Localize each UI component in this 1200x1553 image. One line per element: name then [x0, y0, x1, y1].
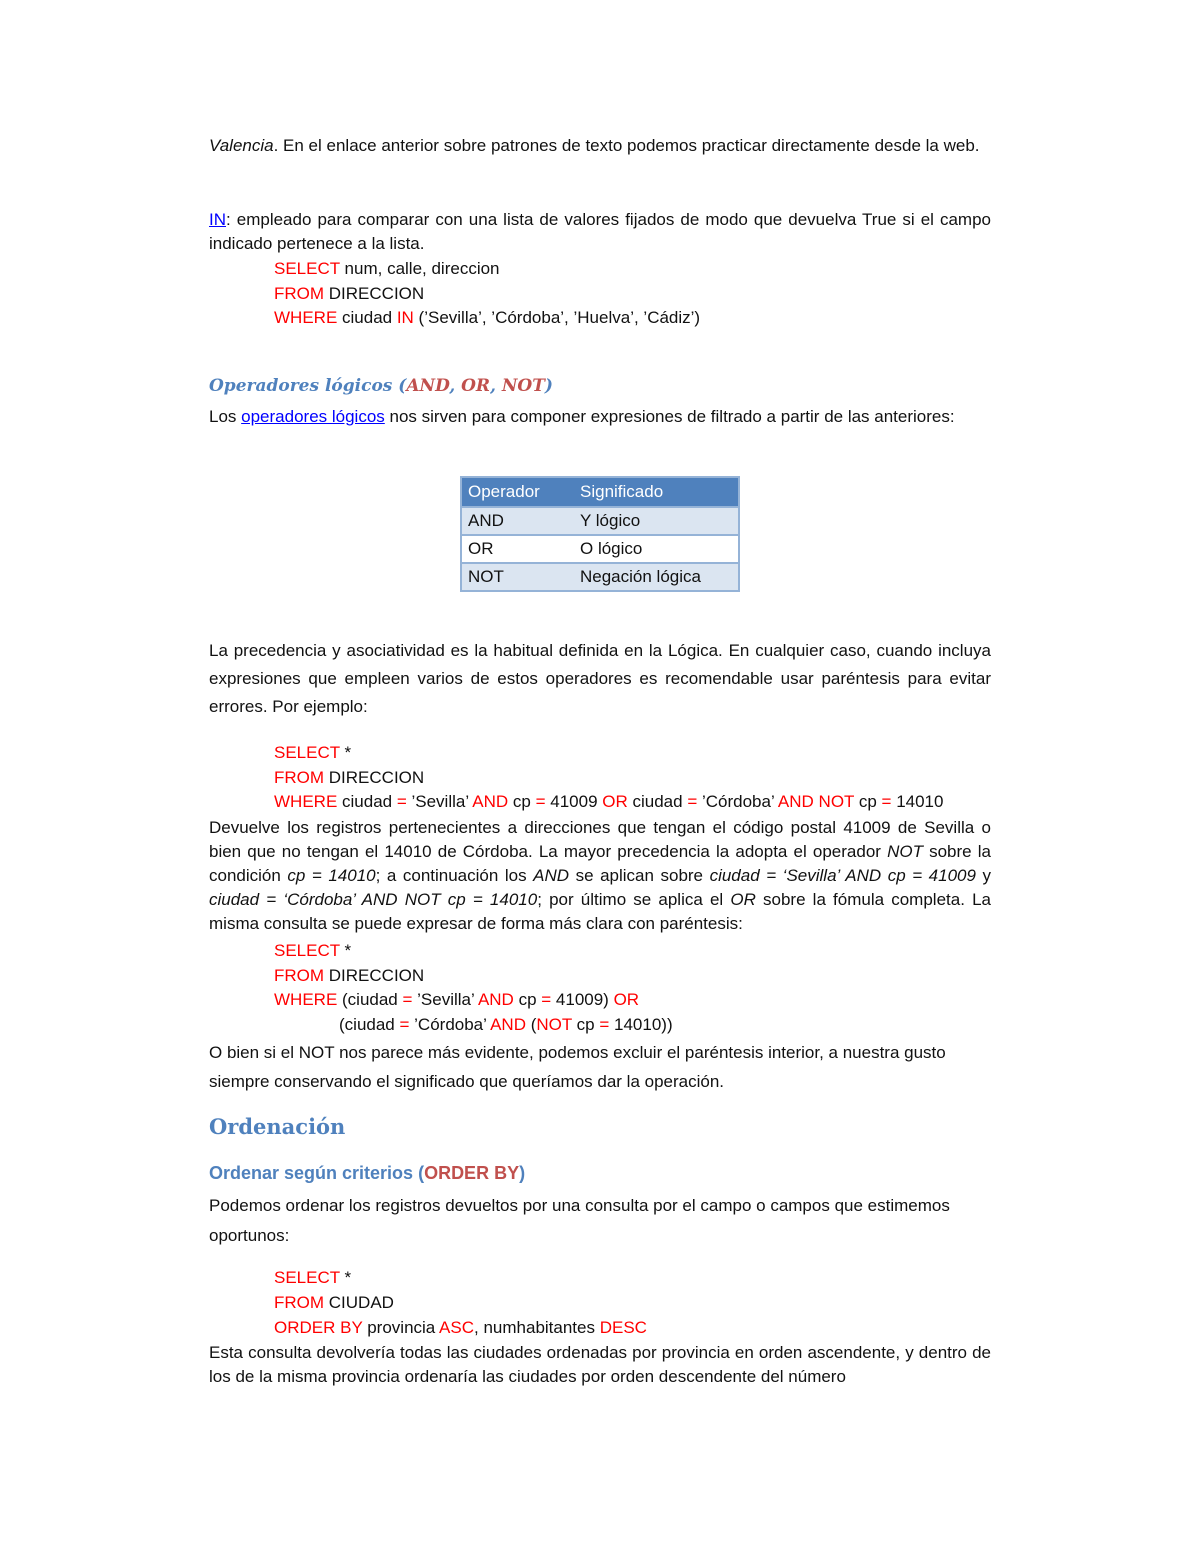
code-text: cp: [571, 1015, 600, 1034]
heading-text: ,: [490, 376, 502, 396]
code-text: 41009: [545, 792, 603, 811]
table-row: [461, 535, 739, 563]
sql-keyword: SELECT: [274, 941, 340, 960]
sql-keyword: FROM: [274, 966, 325, 985]
sql-keyword: WHERE: [274, 990, 338, 1009]
code-text: ’Sevilla’: [412, 990, 478, 1009]
sql-operator: =: [396, 792, 407, 811]
italic-text: ciudad = ‘Córdoba’ AND NOT cp = 14010: [209, 890, 538, 909]
code-text: ’Sevilla’: [406, 792, 473, 811]
code-text: provincia: [362, 1318, 440, 1337]
paragraph-text: ; por último se aplica el: [537, 890, 731, 909]
code-text: *: [339, 941, 352, 960]
sql-operator: =: [402, 990, 413, 1009]
code-line-from: [274, 766, 424, 790]
code-line-from: [274, 964, 424, 988]
sql-operator: =: [881, 792, 892, 811]
code-line-select: [274, 939, 351, 963]
paragraph-text: Devuelve los registros pertenecientes a direcciones que tengan el código postal 41009 de Sevilla o bien que no tengan el 14010 de Córdoba. La mayor precedencia la adopta el operador: [209, 818, 991, 861]
sql-keyword: WHERE: [274, 792, 338, 811]
sql-operator: =: [599, 1015, 610, 1034]
heading-text: ): [544, 376, 553, 396]
sql-keyword: OR: [602, 792, 628, 811]
paragraph-in-operator: [209, 208, 991, 256]
code-text: ’Córdoba’: [697, 792, 778, 811]
sql-keyword: AND: [406, 376, 450, 396]
italic-text: OR: [730, 890, 756, 909]
code-text: CIUDAD: [324, 1293, 394, 1312]
code-text: 41009): [551, 990, 614, 1009]
code-text: ciudad: [627, 792, 688, 811]
code-line-from: [274, 282, 424, 306]
code-text: DIRECCION: [324, 966, 425, 985]
paragraph-not: O bien si el NOT nos parece más evidente, podemos excluir el paréntesis interior, a nuestra gusto siempre conservando el significado que queríamos dar la operación.: [209, 1043, 946, 1091]
code-line-select: [274, 257, 500, 281]
code-text: (: [525, 1015, 537, 1034]
operators-table: [460, 476, 740, 592]
heading-text: Operadores lógicos (: [209, 376, 407, 396]
code-text: DIRECCION: [324, 284, 425, 303]
table-cell: O lógico: [574, 535, 739, 563]
heading-logical-operators: [209, 374, 553, 398]
code-text: *: [339, 743, 352, 762]
sql-keyword: ORDER BY: [424, 1163, 520, 1183]
paragraph-logical-operators: [209, 402, 991, 432]
sql-keyword: DESC: [599, 1318, 647, 1337]
code-text: ’Córdoba’: [409, 1015, 491, 1034]
code-line-from: [274, 1291, 394, 1315]
code-text: num, calle, direccion: [339, 259, 500, 278]
sql-keyword: ORDER BY: [274, 1318, 363, 1337]
sql-keyword: WHERE: [274, 308, 338, 327]
paragraph-text: ; a continuación los: [375, 866, 534, 885]
code-line-where-continued: [339, 1013, 673, 1037]
code-text: cp: [508, 792, 536, 811]
code-text: ciudad: [337, 308, 397, 327]
sql-keyword: ASC: [439, 1318, 475, 1337]
paragraph-text: . En el enlace anterior sobre patrones de texto podemos practicar directamente desde la web.: [273, 136, 980, 155]
code-line-select: [274, 1266, 351, 1290]
paragraph-precedence: La precedencia y asociatividad es la habitual definida en la Lógica. En cualquier caso, cuando incluya expresiones que empleen varios de estos operadores es recomendable usar paréntesis para evitar errores. Por ejemplo:: [209, 641, 991, 716]
paragraph-text: se aplican sobre: [569, 866, 710, 885]
paragraph-valencia: [209, 134, 991, 158]
sql-keyword: AND: [477, 990, 514, 1009]
paragraph-text: : empleado para comparar con una lista de valores fijados de modo que devuelva True si el campo indicado pertenece a la lista.: [209, 210, 991, 253]
table-row: [461, 507, 739, 535]
paragraph-text: nos sirven para componer expresiones de filtrado a partir de las anteriores:: [384, 407, 955, 426]
table-cell: OR: [461, 535, 574, 563]
sql-keyword: NOT: [501, 376, 545, 396]
in-link[interactable]: IN: [209, 210, 226, 229]
sql-keyword: FROM: [274, 1293, 325, 1312]
code-text: DIRECCION: [324, 768, 425, 787]
heading-text: ,: [449, 376, 462, 396]
paragraph-order-by: Podemos ordenar los registros devueltos por una consulta por el campo o campos que estimemos oportunos:: [209, 1196, 950, 1245]
sql-keyword: FROM: [274, 768, 325, 787]
sql-keyword: AND: [472, 792, 509, 811]
italic-text: AND: [533, 866, 570, 885]
table-row: [461, 563, 739, 591]
table-header-row: [461, 477, 739, 507]
sql-operator: =: [535, 792, 546, 811]
paragraph-text: y: [975, 866, 991, 885]
code-line-where: [274, 306, 700, 330]
italic-text: cp = 14010: [287, 866, 376, 885]
sql-operator: =: [687, 792, 698, 811]
table-cell: NOT: [461, 563, 574, 591]
italic-text: NOT: [887, 842, 923, 861]
code-text: (’Sevilla’, ’Córdoba’, ’Huelva’, ’Cádiz’): [413, 308, 701, 327]
sql-keyword: FROM: [274, 284, 325, 303]
code-text: 14010)): [609, 1015, 673, 1034]
sql-keyword: NOT: [818, 792, 855, 811]
code-line-where: [274, 988, 639, 1012]
paragraph-text: sobre la fómula completa. La misma consulta se puede expresar de forma más clara con paréntesis:: [209, 890, 991, 933]
paragraph-explanation: [209, 816, 991, 936]
sql-keyword: SELECT: [274, 743, 340, 762]
code-text: (ciudad: [337, 990, 403, 1009]
heading-order-by: [209, 1161, 525, 1185]
sql-keyword: SELECT: [274, 259, 340, 278]
table-cell: Y lógico: [574, 507, 739, 535]
paragraph-order-explanation: Esta consulta devolvería todas las ciudades ordenadas por provincia en orden ascendente, y dentro de los de la misma provincia ordenaría las ciudades por orden descendente del número: [209, 1343, 991, 1386]
code-line-where: [274, 790, 943, 814]
heading-ordenacion: Ordenación: [209, 1114, 346, 1139]
code-line-select: [274, 741, 351, 765]
sql-keyword: NOT: [536, 1015, 572, 1034]
code-text: cp: [513, 990, 542, 1009]
heading-text: ): [519, 1163, 526, 1183]
paragraph-text: sobre la condición: [209, 842, 991, 885]
table-header-cell: Operador: [461, 477, 574, 507]
sql-operator: =: [399, 1015, 410, 1034]
sql-keyword: OR: [613, 990, 640, 1009]
sql-keyword: IN: [396, 308, 414, 327]
code-line-order-by: [274, 1316, 647, 1340]
code-text: (ciudad: [339, 1015, 400, 1034]
table-cell: AND: [461, 507, 574, 535]
paragraph-text: Los: [209, 407, 242, 426]
sql-keyword: AND: [777, 792, 814, 811]
italic-text: ciudad = ‘Sevilla’ AND cp = 41009: [709, 866, 976, 885]
code-text: 14010: [891, 792, 944, 811]
code-text: cp: [854, 792, 882, 811]
sql-operator: =: [541, 990, 552, 1009]
code-text: ciudad: [337, 792, 397, 811]
code-text: *: [339, 1268, 352, 1287]
table-cell: Negación lógica: [574, 563, 739, 591]
code-text: , numhabitantes: [474, 1318, 600, 1337]
italic-text: Valencia: [209, 136, 274, 155]
heading-text: Ordenar según criterios (: [209, 1163, 425, 1183]
sql-keyword: AND: [490, 1015, 526, 1034]
sql-keyword: OR: [461, 376, 490, 396]
table-header-cell: Significado: [574, 477, 739, 507]
sql-keyword: SELECT: [274, 1268, 340, 1287]
operadores-logicos-link[interactable]: operadores lógicos: [241, 407, 385, 426]
